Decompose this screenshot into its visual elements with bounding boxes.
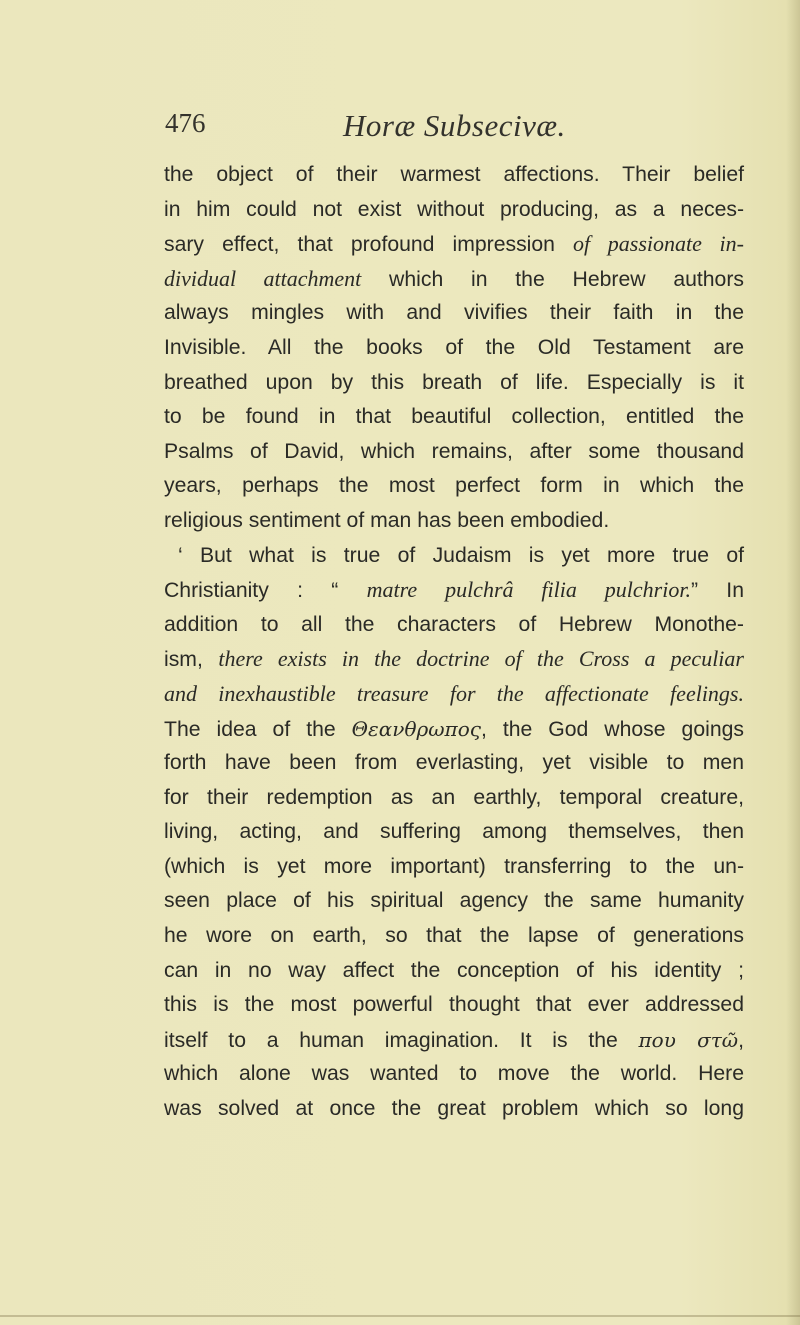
greek-phrase: που στῶ xyxy=(638,1027,739,1052)
page-number: 476 xyxy=(165,108,206,138)
text-line: itself to a human imagination. It is the που στῶ, xyxy=(164,1027,744,1052)
text-line: living, acting, and suffering among themselves, then xyxy=(164,820,744,844)
text-line: ism, there exists in the doctrine of the Cross a peculiar xyxy=(164,646,744,672)
page-header xyxy=(165,108,725,152)
text-line: religious sentiment of man has been embodied. xyxy=(164,508,610,532)
italic-phrase: and inexhaustible treasure for the affectionate feelings. xyxy=(164,680,744,706)
greek-word: Θεανθρωπος xyxy=(351,716,481,741)
text-line: was solved at once the great problem which so long xyxy=(164,1097,744,1121)
text-line: Psalms of David, which remains, after some thousand xyxy=(164,439,744,463)
text-line: sary effect, that profound impression of passionate in- xyxy=(164,231,744,257)
text-line: (which is yet more important) transferring to the un- xyxy=(164,854,744,878)
text-line: this is the most powerful thought that ever addressed xyxy=(164,993,744,1017)
text-line: Invisible. All the books of the Old Testament are xyxy=(164,335,744,359)
latin-quotation: matre pulchrâ filia pulchrior. xyxy=(366,577,691,603)
text-line: breathed upon by this breath of life. Especially is it xyxy=(164,370,744,394)
page-edge-shadow xyxy=(786,0,800,1325)
paragraph-start-line: ‘ But what is true of Judaism is yet more true of xyxy=(178,543,744,567)
body-text xyxy=(164,158,744,1127)
text-line: Christianity : “ matre pulchrâ filia pulchrior.” In xyxy=(164,577,744,603)
text-line: to be found in that beautiful collection, entitled the xyxy=(164,405,744,429)
text-line xyxy=(164,677,744,712)
text-line: forth have been from everlasting, yet visible to men xyxy=(164,751,744,775)
text-line: years, perhaps the most perfect form in which the xyxy=(164,474,744,498)
text-line: the object of their warmest affections. Their belief xyxy=(164,163,744,186)
page-bottom-edge xyxy=(0,1315,800,1317)
italic-phrase: of passionate in- xyxy=(573,231,744,257)
italic-phrase: there exists in the doctrine of the Cross a peculiar xyxy=(218,646,744,672)
text-line: seen place of his spiritual agency the same humanity xyxy=(164,889,744,913)
running-title: Horæ Subsecivæ. xyxy=(343,108,566,143)
text-line: dividual attachment which in the Hebrew authors xyxy=(164,265,744,291)
text-line: The idea of the Θεανθρωπος, the God whose goings xyxy=(164,716,744,741)
text-line: addition to all the characters of Hebrew Monothe- xyxy=(164,612,744,636)
text-line: can in no way affect the conception of his identity ; xyxy=(164,958,744,982)
text-line: for their redemption as an earthly, temporal creature, xyxy=(164,785,744,809)
text-line: in him could not exist without producing, as a neces- xyxy=(164,197,744,221)
text-line: always mingles with and vivifies their faith in the xyxy=(164,301,744,325)
text-line: he wore on earth, so that the lapse of generations xyxy=(164,924,744,948)
text-line: which alone was wanted to move the world. Here xyxy=(164,1062,744,1086)
italic-phrase: dividual attachment xyxy=(164,265,362,291)
